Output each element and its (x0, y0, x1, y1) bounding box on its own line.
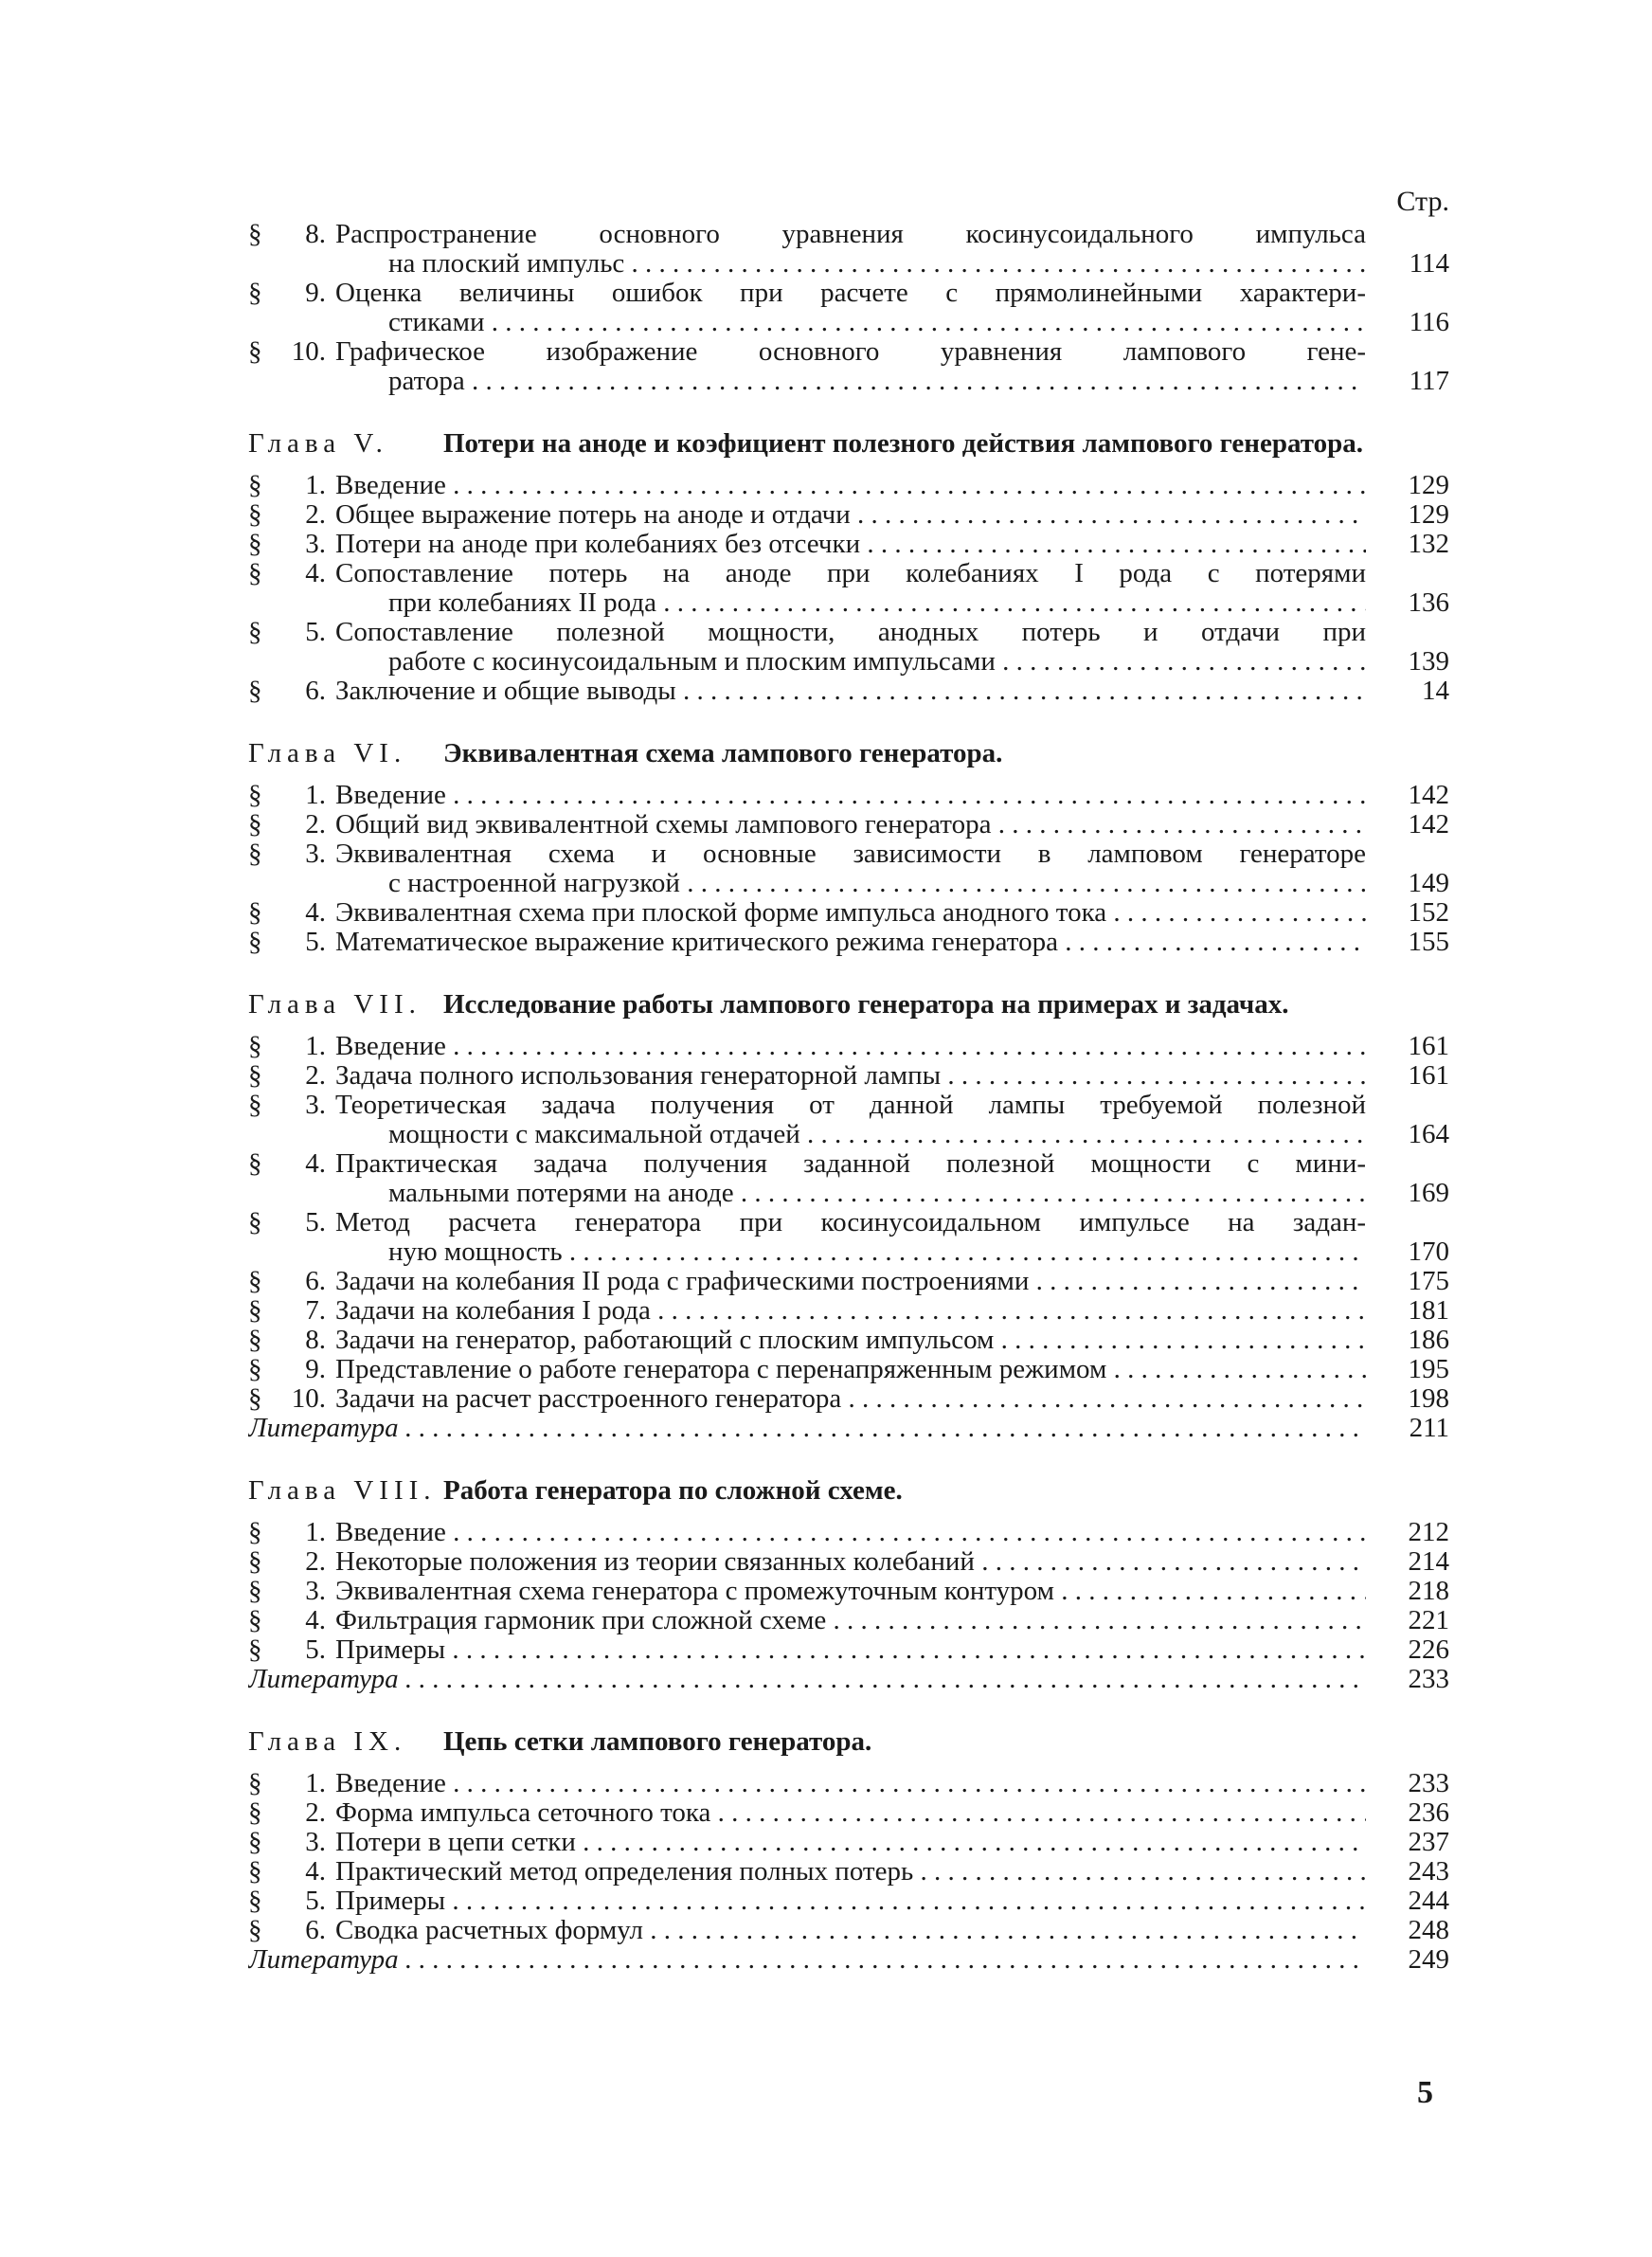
section-sign: § (248, 897, 262, 928)
toc-entry[interactable] (248, 559, 1449, 618)
section-sign: § (248, 529, 262, 559)
chapter-heading (248, 1726, 1449, 1758)
page-ref: 218 (1408, 1576, 1449, 1606)
section-number: 1. (305, 1517, 326, 1547)
toc-entry[interactable] (248, 337, 1449, 396)
section-number: 5. (305, 1207, 326, 1237)
section-sign: § (248, 219, 262, 249)
section-number: 4. (305, 558, 326, 588)
section-title-line: Задачи на колебания I рода . . . (335, 1296, 1366, 1326)
page-ref: 142 (1408, 780, 1449, 810)
section-title (335, 1296, 1366, 1326)
page-ref: 233 (1408, 1768, 1449, 1798)
page-ref: 236 (1408, 1797, 1449, 1828)
section-sign: § (248, 676, 262, 706)
section-number: 5. (305, 1886, 326, 1916)
section-title (335, 1916, 1366, 1945)
section-title-line: ратора . . . (335, 367, 1366, 396)
section-sign: § (248, 1605, 262, 1635)
section-title-line: Метод расчета генератора при косинусоидальном импульсе на задан- (335, 1208, 1366, 1237)
section-sign: § (248, 336, 262, 367)
page-ref: 248 (1408, 1915, 1449, 1945)
chapter-label: Глава VII. (248, 989, 422, 1020)
section-title (335, 1577, 1366, 1606)
section-title (335, 1606, 1366, 1635)
chapter-title: Эквивалентная схема лампового генератора. (443, 738, 1003, 768)
section-title (335, 1798, 1366, 1828)
section-sign: § (248, 1354, 262, 1384)
section-sign: § (248, 558, 262, 588)
section-sign: § (248, 470, 262, 500)
section-title-line: Теоретическая задача получения от данной лампы требуемой полезной (335, 1091, 1366, 1120)
section-sign: § (248, 1827, 262, 1857)
toc-entry[interactable] (248, 677, 1449, 706)
toc-entry[interactable] (248, 1384, 1449, 1414)
page-ref: 226 (1408, 1634, 1449, 1665)
page-ref: 142 (1408, 809, 1449, 840)
section-title (335, 559, 1366, 618)
toc-entry[interactable] (248, 1267, 1449, 1296)
toc-entry[interactable] (248, 1798, 1449, 1828)
section-number: 1. (305, 470, 326, 500)
chapter-title: Работа генератора по сложной схеме. (443, 1475, 903, 1506)
toc-entry[interactable] (248, 279, 1449, 337)
toc-entry[interactable] (248, 898, 1449, 928)
section-title-line: стиками . . . (335, 308, 1366, 337)
section-title (335, 1635, 1366, 1665)
section-title (335, 898, 1366, 928)
page-ref: 186 (1408, 1325, 1449, 1355)
section-title-line: Заключение и общие выводы . . . (335, 677, 1366, 706)
section-sign: § (248, 1383, 262, 1414)
page-ref: 233 (1408, 1664, 1449, 1694)
section-number: 5. (305, 617, 326, 647)
section-title (335, 810, 1366, 840)
chapter-title: Цепь сетки лампового генератора. (443, 1726, 872, 1757)
toc-entry[interactable] (248, 840, 1449, 898)
section-title (335, 618, 1366, 677)
literature-label: Литература . . . (248, 1945, 1366, 1975)
section-title (335, 1032, 1366, 1061)
section-number: 2. (305, 1546, 326, 1577)
literature-entry[interactable] (248, 1945, 1449, 1975)
section-title (335, 1518, 1366, 1547)
toc-entry[interactable] (248, 1296, 1449, 1326)
chapter-heading (248, 989, 1449, 1020)
page-ref: 211 (1409, 1413, 1449, 1443)
literature-entry[interactable] (248, 1414, 1449, 1443)
section-sign: § (248, 1031, 262, 1061)
chapter-heading (248, 738, 1449, 769)
section-title-line: Примеры . . . (335, 1887, 1366, 1916)
chapter-label: Глава VIII. (248, 1475, 437, 1506)
section-title-line: Общий вид эквивалентной схемы лампового генератора . . . (335, 810, 1366, 840)
section-title-line: Оценка величины ошибок при расчете с прямолинейными характери- (335, 279, 1366, 308)
section-title-line: с настроенной нагрузкой . . . (335, 869, 1366, 898)
toc-entry[interactable] (248, 1635, 1449, 1665)
page-ref: 214 (1408, 1546, 1449, 1577)
section-number: 2. (305, 1797, 326, 1828)
page-ref: 181 (1408, 1295, 1449, 1326)
toc-entry[interactable] (248, 1887, 1449, 1916)
section-sign: § (248, 1060, 262, 1091)
page-column-label: Стр. (1396, 186, 1449, 217)
table-of-contents (248, 186, 1449, 1975)
section-title (335, 1547, 1366, 1577)
section-title-line: Задачи на колебания II рода с графическими построениями . . . (335, 1267, 1366, 1296)
section-title-line: Общее выражение потерь на аноде и отдачи . . . (335, 500, 1366, 530)
page-ref: 114 (1409, 248, 1449, 279)
section-number: 5. (305, 1634, 326, 1665)
section-sign: § (248, 927, 262, 957)
page-ref: 198 (1408, 1383, 1449, 1414)
literature-label: Литература . . . (248, 1414, 1366, 1443)
page-ref: 129 (1408, 499, 1449, 530)
page-ref: 132 (1408, 529, 1449, 559)
section-sign: § (248, 499, 262, 530)
section-title (335, 279, 1366, 337)
toc-entry[interactable] (248, 1606, 1449, 1635)
page-ref: 161 (1408, 1031, 1449, 1061)
page-ref: 14 (1422, 676, 1449, 706)
page-ref: 161 (1408, 1060, 1449, 1091)
toc-entry[interactable] (248, 530, 1449, 559)
section-title-line: Эквивалентная схема генератора с промежуточным контуром . . . (335, 1577, 1366, 1606)
section-sign: § (248, 1090, 262, 1120)
page-ref: 221 (1408, 1605, 1449, 1635)
section-sign: § (248, 1148, 262, 1179)
section-title (335, 1769, 1366, 1798)
section-number: 10. (291, 1383, 326, 1414)
toc-entry[interactable] (248, 810, 1449, 840)
section-number: 6. (305, 1915, 326, 1945)
section-title-line: мощности с максимальной отдачей . . . (335, 1120, 1366, 1149)
section-sign: § (248, 278, 262, 308)
section-sign: § (248, 1266, 262, 1296)
literature-label: Литература . . . (248, 1665, 1366, 1694)
section-title-line: Фильтрация гармоник при сложной схеме . . . (335, 1606, 1366, 1635)
section-number: 2. (305, 1060, 326, 1091)
section-title (335, 1828, 1366, 1857)
section-number: 3. (305, 1576, 326, 1606)
section-title (335, 1149, 1366, 1208)
page-ref: 170 (1408, 1237, 1449, 1267)
section-title (335, 1267, 1366, 1296)
chapter-heading (248, 428, 1449, 460)
section-title (335, 1091, 1366, 1149)
page-ref: 129 (1408, 470, 1449, 500)
page-ref: 164 (1408, 1119, 1449, 1149)
section-title-line: Сопоставление полезной мощности, анодных потерь и отдачи при (335, 618, 1366, 647)
toc-entry[interactable] (248, 781, 1449, 810)
section-sign: § (248, 1546, 262, 1577)
section-title-line: Форма импульса сеточного тока . . . (335, 1798, 1366, 1828)
section-sign: § (248, 1634, 262, 1665)
page-ref: 169 (1408, 1178, 1449, 1208)
section-title (335, 337, 1366, 396)
toc-entry[interactable] (248, 1032, 1449, 1061)
toc-entry[interactable] (248, 1769, 1449, 1798)
section-title-line: Некоторые положения из теории связанных колебаний . . . (335, 1547, 1366, 1577)
section-title-line: ную мощность . . . (335, 1237, 1366, 1267)
section-title-line: Введение . . . (335, 781, 1366, 810)
section-number: 4. (305, 1605, 326, 1635)
section-sign: § (248, 780, 262, 810)
section-title (335, 1857, 1366, 1887)
page-ref: 139 (1408, 646, 1449, 677)
section-title-line: Сводка расчетных формул . . . (335, 1916, 1366, 1945)
page-ref: 212 (1408, 1517, 1449, 1547)
toc-entry[interactable] (248, 1577, 1449, 1606)
section-title (335, 500, 1366, 530)
section-title-line: Задачи на расчет расстроенного генератора . . . (335, 1384, 1366, 1414)
section-title-line: Представление о работе генератора с перенапряженным режимом . . . (335, 1355, 1366, 1384)
toc-entry[interactable] (248, 500, 1449, 530)
page-ref: 152 (1408, 897, 1449, 928)
page-ref: 237 (1408, 1827, 1449, 1857)
chapter-label: Глава VI. (248, 738, 407, 768)
page-ref: 249 (1408, 1944, 1449, 1975)
section-title (335, 471, 1366, 500)
section-title-line: Задачи на генератор, работающий с плоским импульсом . . . (335, 1326, 1366, 1355)
section-sign: § (248, 1768, 262, 1798)
section-title-line: Сопоставление потерь на аноде при колебаниях I рода с потерями (335, 559, 1366, 588)
page-ref: 149 (1408, 868, 1449, 898)
section-title (335, 928, 1366, 957)
section-title (335, 1384, 1366, 1414)
section-number: 5. (305, 927, 326, 957)
section-title-line: на плоский импульс . . . (335, 249, 1366, 279)
page-ref: 117 (1409, 366, 1449, 396)
section-sign: § (248, 1207, 262, 1237)
section-title-line: Введение . . . (335, 1518, 1366, 1547)
section-number: 3. (305, 839, 326, 869)
section-title (335, 1355, 1366, 1384)
section-title (335, 220, 1366, 279)
section-title-line: мальными потерями на аноде . . . (335, 1179, 1366, 1208)
toc-entry[interactable] (248, 1547, 1449, 1577)
section-title-line: Математическое выражение критического режима генератора . . . (335, 928, 1366, 957)
page-ref: 195 (1408, 1354, 1449, 1384)
section-sign: § (248, 1915, 262, 1945)
toc-entry[interactable] (248, 928, 1449, 957)
section-title (335, 1061, 1366, 1091)
section-number: 1. (305, 1031, 326, 1061)
section-title-line: Распространение основного уравнения косинусоидального импульса (335, 220, 1366, 249)
section-number: 3. (305, 1827, 326, 1857)
toc-entry[interactable] (248, 1061, 1449, 1091)
page-number: 5 (1417, 2075, 1433, 2110)
section-sign: § (248, 617, 262, 647)
toc-entry[interactable] (248, 1355, 1449, 1384)
section-sign: § (248, 1797, 262, 1828)
toc-entry[interactable] (248, 1916, 1449, 1945)
section-number: 2. (305, 809, 326, 840)
section-number: 8. (305, 219, 326, 249)
section-sign: § (248, 1325, 262, 1355)
chapter-title: Исследование работы лампового генератора на примерах и задачах. (443, 989, 1289, 1020)
section-sign: § (248, 1517, 262, 1547)
section-sign: § (248, 809, 262, 840)
section-title-line: Эквивалентная схема и основные зависимости в ламповом генераторе (335, 840, 1366, 869)
toc-entry[interactable] (248, 618, 1449, 677)
section-number: 1. (305, 1768, 326, 1798)
section-number: 10. (291, 336, 326, 367)
toc-list (248, 220, 1449, 1975)
section-sign: § (248, 1856, 262, 1887)
page-ref: 243 (1408, 1856, 1449, 1887)
section-title-line: Введение . . . (335, 471, 1366, 500)
section-sign: § (248, 1576, 262, 1606)
toc-entry[interactable] (248, 1518, 1449, 1547)
section-title (335, 1326, 1366, 1355)
chapter-heading (248, 1475, 1449, 1507)
chapter-label: Глава IX. (248, 1726, 407, 1757)
section-title (335, 530, 1366, 559)
toc-entry[interactable] (248, 1828, 1449, 1857)
toc-entry[interactable] (248, 1208, 1449, 1267)
section-number: 2. (305, 499, 326, 530)
page-ref: 136 (1408, 587, 1449, 618)
toc-entry[interactable] (248, 1857, 1449, 1887)
section-title-line: Потери на аноде при колебаниях без отсечки . . . (335, 530, 1366, 559)
section-sign: § (248, 839, 262, 869)
page-ref: 175 (1408, 1266, 1449, 1296)
section-title-line: Графическое изображение основного уравнения лампового гене- (335, 337, 1366, 367)
page-ref: 244 (1408, 1886, 1449, 1916)
section-title-line: Введение . . . (335, 1769, 1366, 1798)
section-title-line: при колебаниях II рода . . . (335, 588, 1366, 618)
section-title (335, 840, 1366, 898)
page-ref: 155 (1408, 927, 1449, 957)
section-title (335, 1208, 1366, 1267)
section-title-line: Введение . . . (335, 1032, 1366, 1061)
section-number: 1. (305, 780, 326, 810)
section-number: 8. (305, 1325, 326, 1355)
section-number: 9. (305, 278, 326, 308)
toc-entry[interactable] (248, 220, 1449, 279)
section-title (335, 1887, 1366, 1916)
toc-entry[interactable] (248, 471, 1449, 500)
section-title-line: Эквивалентная схема при плоской форме импульса анодного тока . . . (335, 898, 1366, 928)
section-title-line: работе с косинусоидальным и плоским импульсами . . . (335, 647, 1366, 677)
page-ref: 116 (1409, 307, 1449, 337)
section-title-line: Практическая задача получения заданной полезной мощности с мини- (335, 1149, 1366, 1179)
section-number: 6. (305, 1266, 326, 1296)
section-title-line: Задача полного использования генераторной лампы . . . (335, 1061, 1366, 1091)
literature-entry[interactable] (248, 1665, 1449, 1694)
section-number: 3. (305, 529, 326, 559)
section-title-line: Практический метод определения полных потерь . . . (335, 1857, 1366, 1887)
section-number: 4. (305, 1856, 326, 1887)
section-number: 9. (305, 1354, 326, 1384)
section-number: 6. (305, 676, 326, 706)
section-number: 7. (305, 1295, 326, 1326)
chapter-label: Глава V. (248, 428, 388, 459)
section-title-line: Примеры . . . (335, 1635, 1366, 1665)
section-title (335, 677, 1366, 706)
toc-entry[interactable] (248, 1091, 1449, 1149)
section-number: 4. (305, 897, 326, 928)
section-title (335, 781, 1366, 810)
section-sign: § (248, 1886, 262, 1916)
section-sign: § (248, 1295, 262, 1326)
chapter-title: Потери на аноде и коэфициент полезного действия лампового генератора. (443, 428, 1364, 459)
section-number: 3. (305, 1090, 326, 1120)
section-title-line: Потери в цепи сетки . . . (335, 1828, 1366, 1857)
toc-entry[interactable] (248, 1149, 1449, 1208)
toc-entry[interactable] (248, 1326, 1449, 1355)
section-number: 4. (305, 1148, 326, 1179)
